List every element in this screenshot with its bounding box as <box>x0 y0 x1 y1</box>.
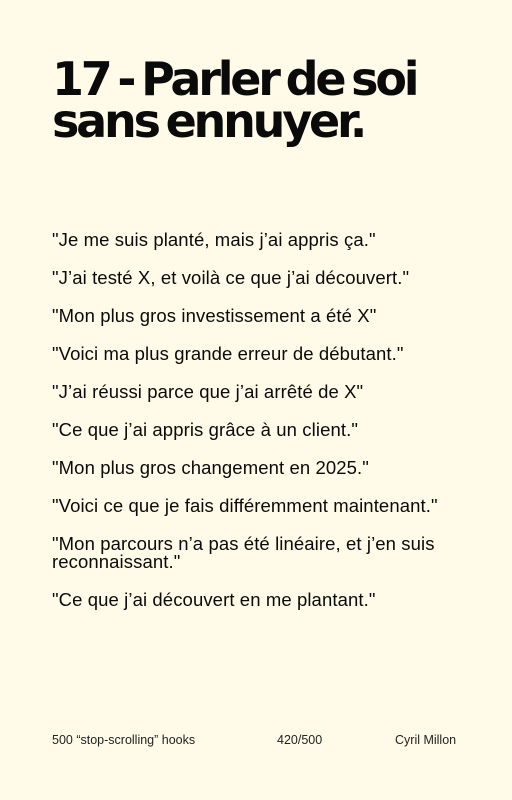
page-title-line-2: sans ennuyer. <box>52 94 365 148</box>
hook-item: "Mon plus gros investissement a été X" <box>52 305 377 326</box>
hook-item: "Voici ma plus grande erreur de débutant." <box>52 343 404 364</box>
page-title <box>52 52 482 148</box>
hook-item: "Mon plus gros changement en 2025." <box>52 457 369 478</box>
footer-collection-name: 500 “stop-scrolling” hooks <box>52 733 196 747</box>
hook-item: "J’ai réussi parce que j’ai arrêté de X" <box>52 381 364 402</box>
hook-list <box>52 231 472 629</box>
page-title-line-1: 17 - Parler de soi <box>52 52 417 106</box>
hook-item: "Ce que j’ai découvert en me plantant." <box>52 589 376 610</box>
hook-item: "Ce que j’ai appris grâce à un client." <box>52 419 359 440</box>
hook-item: "Je me suis planté, mais j’ai appris ça." <box>52 229 376 250</box>
hook-item: "Voici ce que je fais différemment maintenant." <box>52 495 438 516</box>
hook-item: "Mon parcours n’a pas été linéaire, et j’en suis reconnaissant." <box>52 533 435 572</box>
footer-page-number: 420/500 <box>277 733 323 747</box>
hook-item: "J’ai testé X, et voilà ce que j’ai découvert." <box>52 267 410 288</box>
footer-author: Cyril Millon <box>395 733 457 747</box>
